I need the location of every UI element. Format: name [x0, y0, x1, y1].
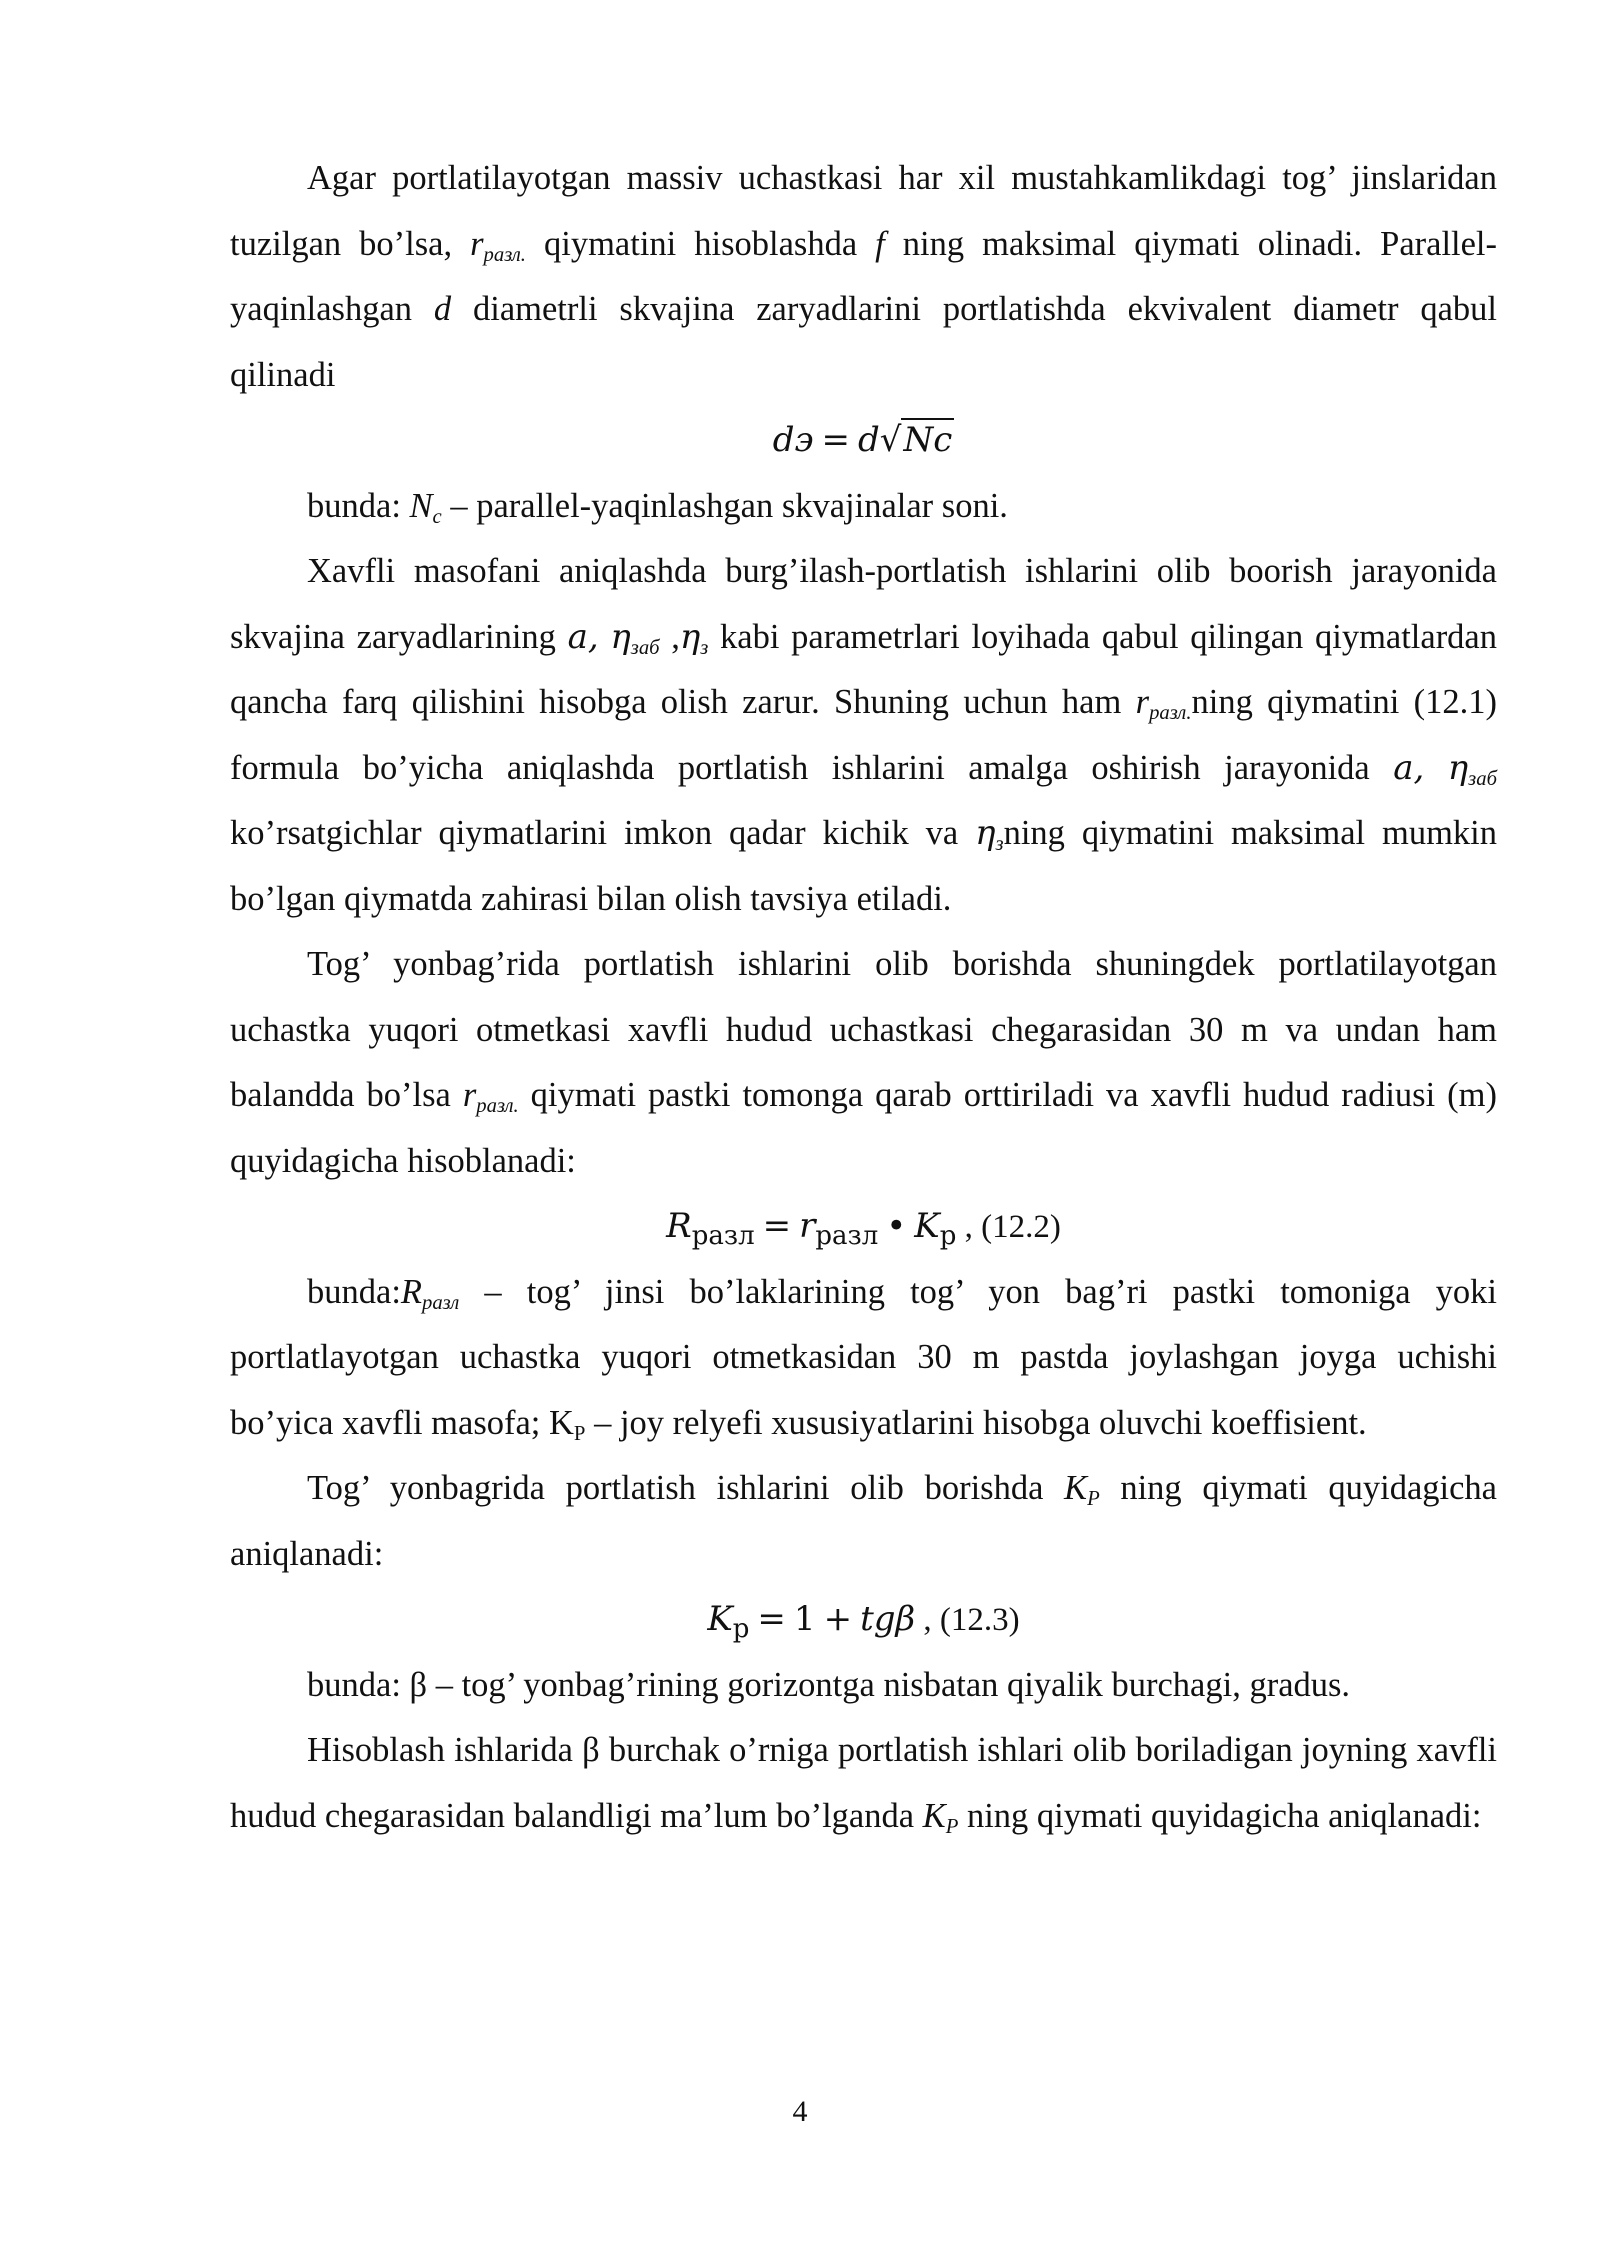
paragraph-8: Hisoblash ishlarida β burchak o’rniga portlatish ishlari olib boriladigan joyning xavfli hudud chegarasidan balandligi ma’lum bo’lganda $K_P$ ning qiymati quyidagicha aniqlanadi:: [230, 1731, 1497, 1838]
paragraph-2: bunda: $N_c$ – parallel-yaqinlashgan skvajinalar soni.: [307, 486, 1008, 528]
symbol-eta-z: η: [975, 813, 996, 853]
symbol-eta-zab: η: [1447, 747, 1469, 788]
symbol-r-razl: r: [470, 224, 484, 263]
paragraph-3: Xavfli masofani aniqlashda burg’ilash-portlatish ishlarini olib boorish jarayonida skvajina zaryadlarining a, $\eta_{заб}$ $,\eta_з$ kabi parametrlari loyihada qabul qilingan qiymatlardan qancha farq qilishini hisobga olish zarur. Shuning uchun ham $r_{разл.}ning$ qiymatini (12.1) formula bo’yicha aniqlashda portlatish ishlarini amalga oshirish jarayonida a, $\eta_{заб}$ ko’rsatgichlar qiymatlarini imkon qadar kichik va $\eta_зning$ qiymatini maksimal mumkin bo’lgan qiymatda zahirasi bilan olish tavsiya etiladi.: [230, 552, 1497, 918]
symbol-f: f: [875, 224, 885, 263]
symbol-R-razl: R: [400, 1272, 422, 1311]
symbol-K-p: K: [1064, 1469, 1088, 1507]
paragraph-5: $bunda:R_{разл}$ – tog’ jinsi bo’laklarining tog’ yon bag’ri pastki tomoniga yoki portlatlayotgan uchastka yuqori otmetkasidan 30 m pastda joylashgan joyga uchishi bo’yica xavfli masofa; $K_P$ – joy relyefi xususiyatlarini hisobga oluvchi koeffisient.: [230, 1272, 1497, 1445]
symbol-r-razl: r: [462, 1076, 477, 1114]
symbol-n-c: N: [409, 486, 433, 525]
symbol-a: a,: [567, 616, 599, 657]
symbol-r-razl: r: [1135, 683, 1150, 721]
equation-number: , (12.3): [915, 1602, 1020, 1638]
paragraph-4: Tog’ yonbag’rida portlatish ishlarini olib borishda shuningdek portlatilayotgan uchastka yuqori otmetkasi xavfli hudud uchastkasi chegarasidan 30 m va undan ham balandda bo’lsa $r_{разл.}$ qiymati pastki tomonga qarab orttiriladi va xavfli hudud radiusi (m) quyidagicha hisoblanadi:: [230, 945, 1497, 1180]
symbol-K-p: K: [922, 1796, 946, 1835]
formula-12-2: $R_{разл} = r_{разл}$ • $K_р$ , (12.2): [666, 1206, 1061, 1251]
page-number: 4: [792, 2095, 808, 2128]
symbol-a: a,: [1393, 747, 1425, 788]
symbol-d: d: [433, 290, 452, 328]
formula-12-3: $K_р = 1 + tg\beta$ , (12.3): [707, 1599, 1020, 1644]
formula-equivalent-diameter: dэ = d√Nc: [772, 420, 953, 460]
text-body: [230, 146, 1497, 1849]
paragraph-7: bunda: β – tog’ yonbag’rining gorizontga nisbatan qiyalik burchagi, gradus.: [307, 1665, 1351, 1704]
symbol-eta-z: η: [679, 616, 701, 657]
equation-number: , (12.2): [956, 1209, 1061, 1245]
paragraph-6: Tog’ yonbagrida portlatish ishlarini olib borishda $K_P$ ning qiymati quyidagicha aniqlanadi:: [230, 1469, 1497, 1573]
symbol-eta-zab: η: [610, 616, 631, 657]
paragraph-1: Agar portlatilayotgan massiv uchastkasi har xil mustahkamlikdagi tog’ jinslaridan tuzilgan bo’lsa, $r_{разл.}$ qiymatini hisoblashda f ning maksimal qiymati olinadi. Parallel-yaqinlashgan d diametrli skvajina zaryadlarini portlatishda ekvivalent diametr qabul qilinadi: [230, 159, 1498, 394]
